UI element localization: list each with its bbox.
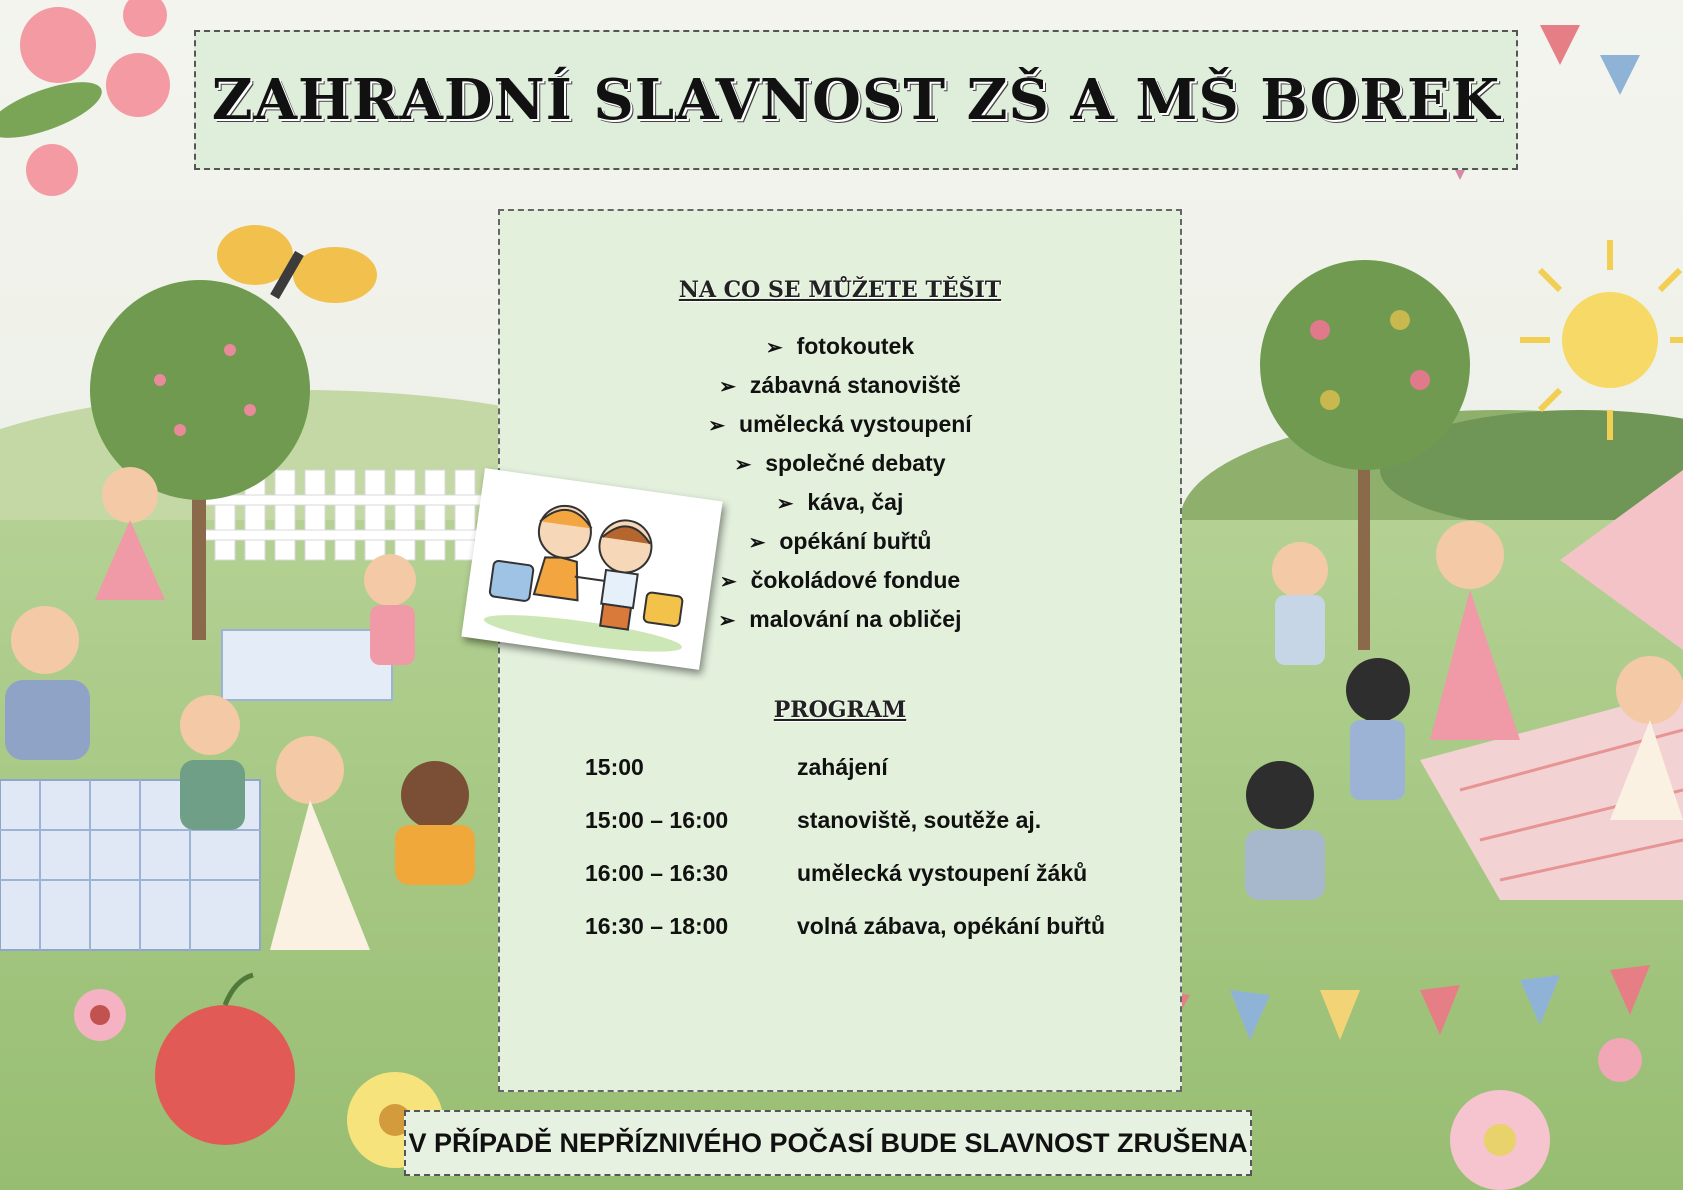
schedule-time: 16:30 – 18:00	[585, 913, 729, 939]
schedule-event: volná zábava, opékání buřtů	[797, 913, 1106, 939]
list-item: ➢ opékání buřtů	[500, 523, 1180, 562]
list-item: ➢ káva, čaj	[500, 484, 1180, 523]
arrow-bullet-icon: ➢	[776, 493, 794, 515]
schedule-event: umělecká vystoupení žáků	[797, 860, 1088, 886]
list-item: ➢ zábavná stanoviště	[500, 367, 1180, 406]
schedule-time: 15:00	[585, 754, 644, 780]
arrow-bullet-icon: ➢	[719, 376, 736, 398]
schedule-row	[585, 741, 1165, 794]
program-heading: PROGRAM	[773, 697, 907, 723]
page-title: ZAHRADNÍ SLAVNOST ZŠ A MŠ BOREK	[211, 67, 1501, 133]
schedule-event: stanoviště, soutěže aj.	[797, 807, 1042, 833]
schedule-row	[585, 794, 1165, 847]
schedule-row	[585, 900, 1165, 953]
kids-clipart-photo	[461, 468, 722, 670]
schedule-event: zahájení	[797, 754, 888, 780]
schedule-time: 15:00 – 16:00	[585, 807, 729, 833]
arrow-bullet-icon: ➢	[734, 454, 752, 476]
arrow-bullet-icon: ➢	[719, 571, 737, 593]
arrow-bullet-icon: ➢	[718, 610, 736, 632]
list-item: ➢ malování na obličej	[500, 601, 1180, 640]
schedule-time: 16:00 – 16:30	[585, 860, 729, 886]
program-schedule	[585, 741, 1165, 953]
list-item: ➢ umělecká vystoupení	[500, 406, 1180, 445]
list-item: ➢ čokoládové fondue	[500, 562, 1180, 601]
arrow-bullet-icon: ➢	[748, 532, 766, 554]
weather-notice: V PŘÍPADĚ NEPŘÍZNIVÉHO POČASÍ BUDE SLAVNOST ZRUŠENA	[404, 1110, 1252, 1176]
arrow-bullet-icon: ➢	[765, 337, 783, 359]
features-heading: NA CO SE MŮŽETE TĚŠIT	[678, 277, 1002, 303]
list-item: ➢ fotokoutek	[500, 328, 1180, 367]
list-item: ➢ společné debaty	[500, 445, 1180, 484]
schedule-row	[585, 847, 1165, 900]
title-banner	[194, 30, 1518, 170]
arrow-bullet-icon: ➢	[708, 415, 726, 437]
